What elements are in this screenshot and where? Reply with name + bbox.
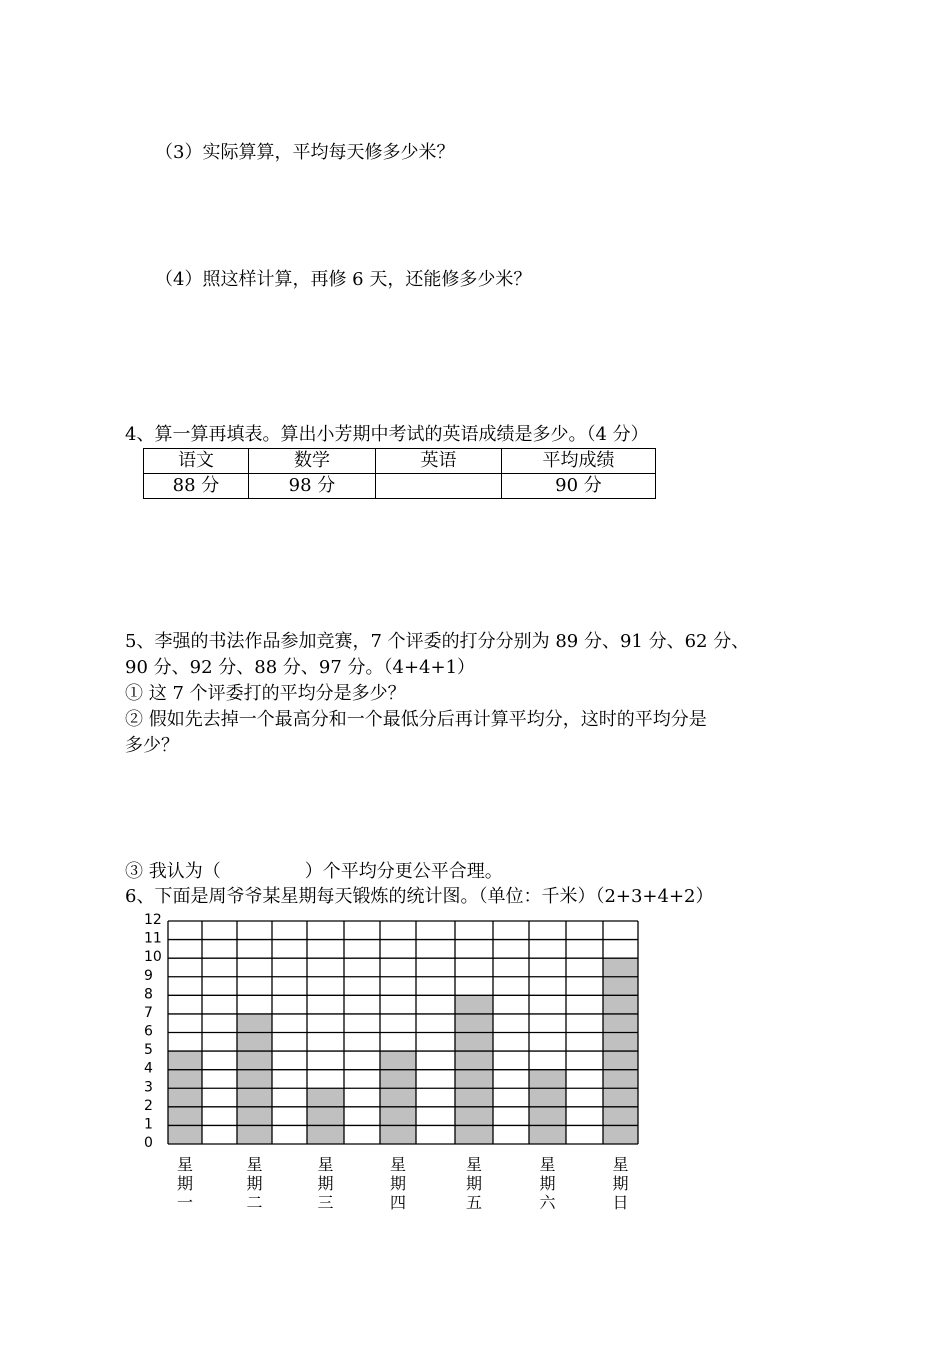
y-tick-label: 12 <box>144 912 162 928</box>
x-tick-label <box>539 1155 556 1212</box>
bar <box>380 1051 416 1144</box>
svg-text:星: 星 <box>176 1155 194 1174</box>
svg-text:星: 星 <box>389 1155 407 1174</box>
svg-text:期: 期 <box>176 1174 194 1193</box>
x-tick-label <box>177 1155 193 1212</box>
bar <box>307 1088 344 1144</box>
svg-text:期: 期 <box>612 1174 629 1193</box>
q5-item2b: 多少？ <box>125 735 179 756</box>
q5-item2a: ② 假如先去掉一个最高分和一个最低分后再计算平均分，这时的平均分是 <box>125 709 707 730</box>
q5-line2: 90 分、92 分、88 分、97 分。（4+4+1） <box>125 657 476 678</box>
svg-text:星: 星 <box>465 1155 483 1174</box>
q5-item1: ① 这 7 个评委打的平均分是多少？ <box>125 683 406 704</box>
y-tick-label: 0 <box>144 1135 153 1151</box>
value-cell: 98 分 <box>249 474 376 499</box>
x-tick-label <box>317 1155 333 1212</box>
y-tick-label: 4 <box>144 1060 153 1077</box>
header-cell: 英语 <box>376 449 502 474</box>
y-tick-label: 9 <box>144 967 153 984</box>
x-tick-label <box>612 1155 628 1212</box>
y-tick-label: 7 <box>144 1004 153 1021</box>
y-tick-label: 10 <box>144 949 162 966</box>
x-tick-label <box>246 1155 262 1212</box>
y-tick-label: 5 <box>144 1042 153 1059</box>
y-tick-label: 11 <box>144 930 162 947</box>
svg-text:期: 期 <box>246 1174 263 1193</box>
y-tick-label: 8 <box>144 986 153 1003</box>
q5-line1: 5、李强的书法作品参加竞赛，7 个评委的打分分别为 89 分、91 分、62 分、 <box>125 631 750 652</box>
bar <box>168 1051 202 1144</box>
q5-item3-suffix: ）个平均分更公平合理。 <box>304 861 503 882</box>
svg-text:日: 日 <box>612 1193 629 1212</box>
x-tick-label <box>466 1155 482 1212</box>
y-tick-label: 2 <box>144 1097 153 1114</box>
y-tick-label: 1 <box>144 1116 153 1133</box>
svg-text:一: 一 <box>176 1193 194 1212</box>
bar <box>237 1014 272 1144</box>
svg-text:星: 星 <box>246 1155 263 1174</box>
q5-item3-prefix: ③ 我认为（ <box>125 861 221 882</box>
y-tick-label: 6 <box>144 1023 153 1040</box>
svg-text:二: 二 <box>246 1193 263 1212</box>
svg-text:期: 期 <box>317 1174 334 1193</box>
y-tick-label: 3 <box>144 1079 153 1096</box>
q3-sub4: （4）照这样计算，再修 6 天，还能修多少米？ <box>155 269 532 290</box>
svg-text:五: 五 <box>465 1193 483 1212</box>
svg-text:星: 星 <box>612 1155 629 1174</box>
header-cell: 平均成绩 <box>502 449 656 474</box>
svg-text:星: 星 <box>317 1155 334 1174</box>
svg-text:四: 四 <box>389 1193 407 1212</box>
svg-text:星: 星 <box>539 1155 556 1174</box>
q4-title: 4、算一算再填表。算出小芳期中考试的英语成绩是多少。（4 分） <box>125 424 649 445</box>
svg-text:期: 期 <box>389 1174 407 1193</box>
svg-text:三: 三 <box>317 1193 334 1212</box>
x-tick-label <box>390 1155 406 1212</box>
svg-text:期: 期 <box>539 1174 556 1193</box>
value-cell: 90 分 <box>502 474 656 499</box>
q6-title: 6、下面是周爷爷某星期每天锻炼的统计图。（单位：千米）（2+3+4+2） <box>125 886 714 907</box>
svg-text:期: 期 <box>465 1174 483 1193</box>
value-cell: 88 分 <box>144 474 249 499</box>
svg-text:六: 六 <box>539 1193 556 1212</box>
header-cell: 数学 <box>249 449 376 474</box>
header-cell: 语文 <box>144 449 249 474</box>
q3-sub3: （3）实际算算，平均每天修多少米？ <box>155 142 455 163</box>
